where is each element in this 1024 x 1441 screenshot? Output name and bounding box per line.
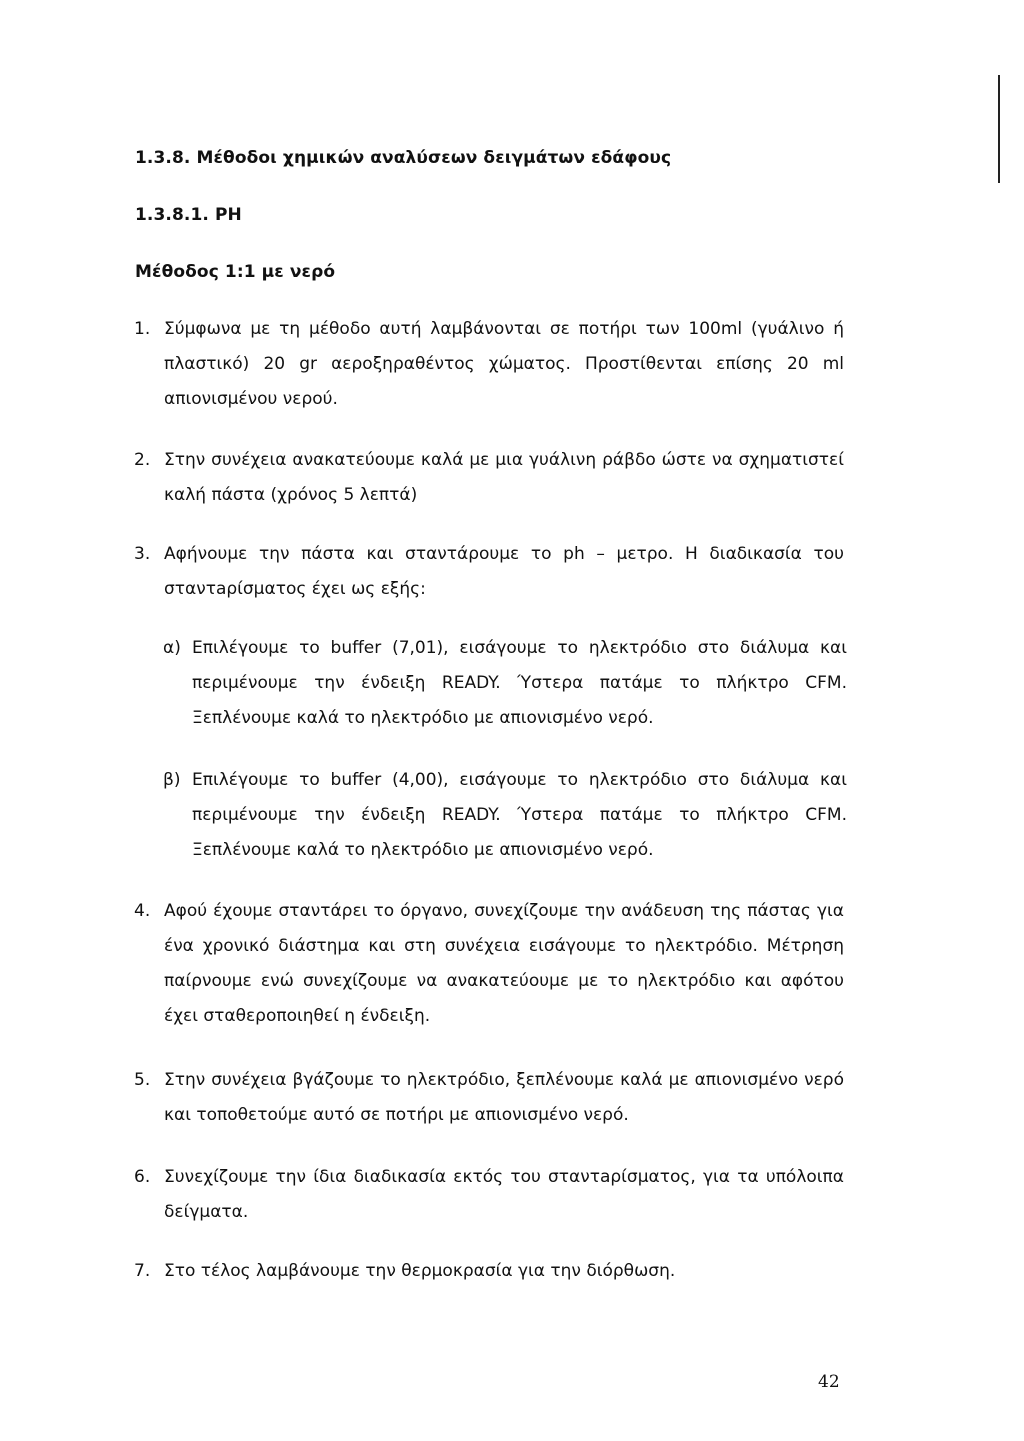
step-text: Συνεχίζουμε την ίδια διαδικασία εκτός του σταντaρίσματος, για τα υπόλοιπα δείγματα. (164, 1167, 844, 1222)
page-number: 42 (818, 1372, 840, 1392)
step-text: Σύμφωνα με τη μέθοδο αυτή λαμβάνονται σε ποτήρι των 100ml (γυάλινο ή πλαστικό) 20 gr αεροξηραθέντος χώματος. Προστίθενται επίσης 20 ml απιονισμένου νερού. (164, 319, 844, 409)
section-heading: 1.3.8. Μέθοδοι χημικών αναλύσεων δειγμάτων εδάφους (135, 148, 672, 168)
step-text: Αφήνουμε την πάστα και σταντάρουμε το ph – μετρο. Η διαδικασία του σταντaρίσματος έχει ως εξής: (164, 544, 844, 599)
substep-text: Επιλέγουμε το buffer (7,01), εισάγουμε το ηλεκτρόδιο στο διάλυμα και περιμένουμε την ένδειξη READY. Ύστερα πατάμε το πλήκτρο CFM. Ξεπλένουμε καλά το ηλεκτρόδιο με απιονισμένο νερό. (192, 638, 847, 728)
step-3 (134, 537, 844, 607)
substep-text: Επιλέγουμε το buffer (4,00), εισάγουμε το ηλεκτρόδιο στο διάλυμα και περιμένουμε την ένδειξη READY. Ύστερα πατάμε το πλήκτρο CFM. Ξεπλένουμε καλά το ηλεκτρόδιο με απιονισμένο νερό. (192, 770, 847, 860)
step-number: 7. (134, 1261, 151, 1281)
step-number: 4. (134, 901, 151, 921)
step-text: Στην συνέχεια ανακατεύουμε καλά με μια γυάλινη ράβδο ώστε να σχηματιστεί καλή πάστα (χρόνος 5 λεπτά) (164, 450, 844, 505)
substep-label: β) (163, 770, 181, 790)
step-number: 3. (134, 544, 151, 564)
scan-edge-line (998, 75, 1000, 183)
substep-b (163, 763, 847, 868)
step-7 (134, 1254, 844, 1289)
step-5 (134, 1063, 844, 1133)
step-2 (134, 443, 844, 513)
step-4 (134, 894, 844, 1034)
step-number: 6. (134, 1167, 151, 1187)
step-text: Στην συνέχεια βγάζουμε το ηλεκτρόδιο, ξεπλένουμε καλά με απιονισμένο νερό και τοποθετούμε αυτό σε ποτήρι με απιονισμένο νερό. (164, 1070, 844, 1125)
step-number: 5. (134, 1070, 151, 1090)
step-text: Αφού έχουμε σταντάρει το όργανο, συνεχίζουμε την ανάδευση της πάστας για ένα χρονικό διάστημα και στη συνέχεια εισάγουμε το ηλεκτρόδιο. Μέτρηση παίρνουμε ενώ συνεχίζουμε να ανακατεύουμε με το ηλεκτρόδιο και αφότου έχει σταθεροποιηθεί η ένδειξη. (164, 901, 844, 1026)
substep-a (163, 631, 847, 736)
step-number: 2. (134, 450, 151, 470)
step-text: Στο τέλος λαμβάνουμε την θερμοκρασία για την διόρθωση. (164, 1261, 676, 1281)
substep-label: α) (163, 638, 181, 658)
subsection-heading: 1.3.8.1. PH (135, 205, 242, 225)
step-number: 1. (134, 319, 151, 339)
step-6 (134, 1160, 844, 1230)
step-1 (134, 312, 844, 417)
method-heading: Μέθοδος 1:1 με νερό (135, 262, 336, 282)
